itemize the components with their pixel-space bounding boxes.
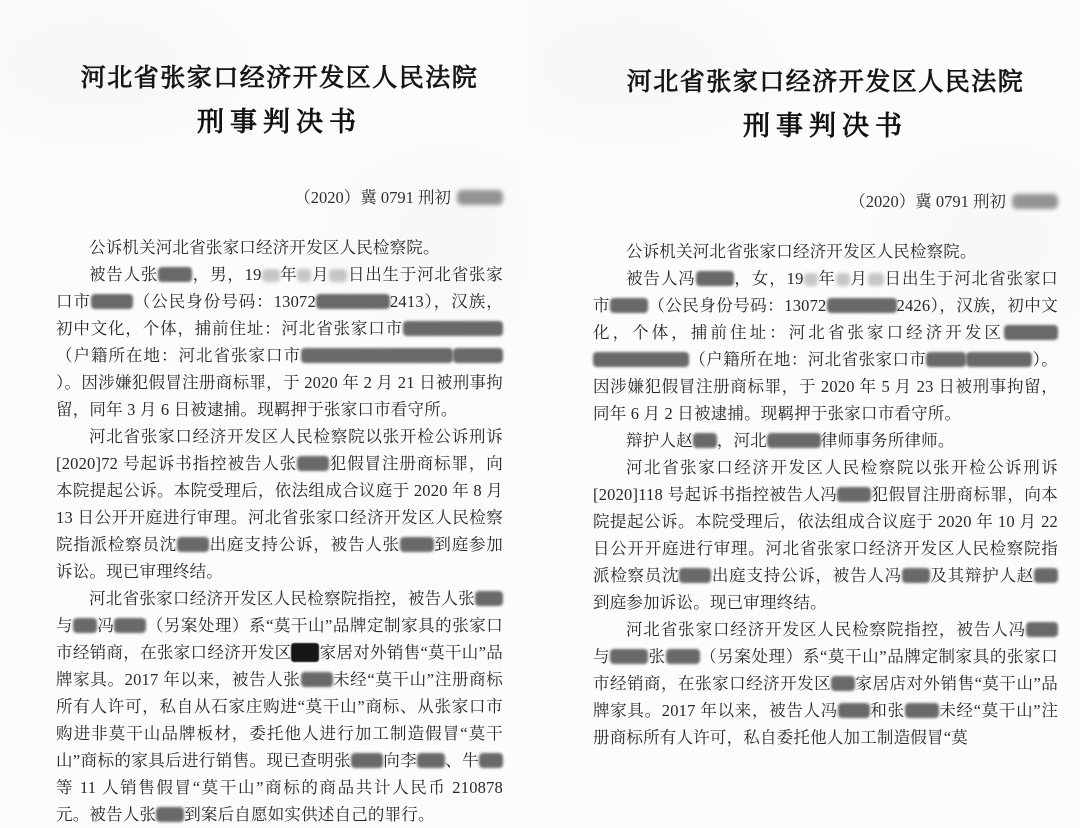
paragraph: 被告人冯 ，女，19 年 月 日出生于河北省张家口市 （公民身份号码：13072 2426），汉族，初中文化，个体，捕前住址：河北省张家口经济开发区（户籍所在地：河北省张家口市 ）。因涉嫌犯假冒注册商标罪，于 2020 年 5 月 23 日被刑事拘留，同年 6 月 2 日被逮捕。现羁押于张家口市看守所。 xyxy=(593,269,1059,423)
redaction-mark xyxy=(403,321,503,336)
document-title: 刑事判决书 xyxy=(743,111,908,141)
redaction-mark xyxy=(329,269,347,282)
redaction-mark xyxy=(966,352,1032,367)
paragraph: 公诉机关河北省张家口经济开发区人民检察院。 xyxy=(89,238,440,257)
document-title: 刑事判决书 xyxy=(197,107,362,137)
redaction-mark xyxy=(767,433,821,448)
redaction-mark xyxy=(679,568,711,583)
redaction-mark xyxy=(693,433,717,448)
redaction-mark xyxy=(902,568,930,583)
judgment-page-left xyxy=(0,0,527,824)
case-number-redaction xyxy=(1012,194,1058,209)
redaction-mark xyxy=(831,676,855,691)
redaction-mark xyxy=(926,352,966,367)
page-content xyxy=(0,0,527,828)
redaction-mark xyxy=(262,269,280,282)
redaction-mark xyxy=(158,267,192,282)
redaction-mark xyxy=(666,649,700,664)
paragraph: 河北省张家口经济开发区人民检察院以张开检公诉刑诉[2020]72 号起诉书指控被告人张 犯假冒注册商标罪，向本院提起公诉。本院受理后，依法组成合议庭于 2020 年 8 月 13 日公开开庭进行审理。河北省张家口经济开发区人民检察院指派检察员沈 出庭支持公诉，被告人张 到庭参加诉讼。现已审理终结。 xyxy=(56,427,504,581)
redaction-mark xyxy=(868,273,884,286)
redaction-mark xyxy=(804,273,818,286)
redaction-mark xyxy=(610,298,648,313)
paragraph: 辩护人赵 ，河北 律师事务所律师。 xyxy=(626,431,955,450)
redaction-mark xyxy=(297,269,311,282)
court-name: 河北省张家口经济开发区人民法院 xyxy=(626,69,1025,96)
redaction-mark xyxy=(827,298,897,313)
redaction-mark xyxy=(453,348,503,363)
redaction-mark xyxy=(297,456,329,471)
redaction-mark xyxy=(301,348,453,363)
judgment-page-right xyxy=(527,0,1080,798)
redaction-mark xyxy=(73,618,97,633)
paragraph: 公诉机关河北省张家口经济开发区人民检察院。 xyxy=(626,242,977,261)
judgment-body xyxy=(56,234,503,828)
redaction-mark xyxy=(696,271,734,286)
redaction-mark xyxy=(301,672,333,687)
redaction-mark xyxy=(905,703,939,718)
paragraph: 河北省张家口经济开发区人民检察院以张开检公诉刑诉[2020]118 号起诉书指控被告人冯 犯假冒注册商标罪，向本院提起公诉。本院受理后，依法组成合议庭于 2020 年 10 月 22 日公开开庭进行审理。河北省张家口经济开发区人民检察院指派检察员沈 出庭支持公诉，被告人冯 及其辩护人赵到庭参加诉讼。现已审理终结。 xyxy=(593,458,1058,612)
case-number-line xyxy=(56,184,503,208)
redaction-mark xyxy=(291,643,319,662)
paragraph: 河北省张家口经济开发区人民检察院指控，被告人张与 冯 （另案处理）系“莫干山”品牌定制家具的张家口市经销商，在张家口经济开发区 家居对外销售“莫干山”品牌家具。2017 年以来，被告人张 未经“莫干山”注册商标所有人许可，私自从石家庄购进“莫干山”商标、从张家口市购进非莫干山品牌板材，委托他人进行加工制造假冒“莫干山”商标的家具后进行销售。现已查明张 向李 、牛等 11 人销售假冒“莫干山”商标的商品共计人民币 210878 元。被告人张 到案后自愿如实供述自己的罪行。 xyxy=(56,589,503,824)
redaction-mark xyxy=(1004,325,1058,340)
redaction-mark xyxy=(593,352,689,367)
case-number-line xyxy=(593,188,1058,212)
redaction-mark xyxy=(91,294,133,309)
redaction-mark xyxy=(479,753,503,768)
redaction-mark xyxy=(1034,568,1058,583)
paragraph: 河北省张家口经济开发区人民检察院指控，被告人冯与 张 （另案处理）系“莫干山”品牌定制家具的张家口市经销商，在张家口经济开发区 家居店对外销售“莫干山”品牌家具。2017 年以来，被告人冯 和张 未经“莫干山”注册商标所有人许可，私自委托他人加工制造假冒“莫 xyxy=(593,620,1059,747)
redaction-mark xyxy=(156,807,184,822)
redaction-mark xyxy=(351,753,383,768)
redaction-mark xyxy=(400,537,434,552)
case-number-redaction xyxy=(457,190,503,205)
redaction-mark xyxy=(610,649,648,664)
redaction-mark xyxy=(1026,622,1058,637)
redaction-mark xyxy=(837,487,871,502)
redaction-mark xyxy=(177,537,209,552)
court-name: 河北省张家口经济开发区人民法院 xyxy=(80,65,479,92)
redaction-mark xyxy=(417,753,445,768)
redaction-mark xyxy=(836,273,850,286)
case-number: （2020）冀 0791 刑初 xyxy=(849,192,1006,211)
redaction-mark xyxy=(316,294,390,309)
redaction-mark xyxy=(114,618,146,633)
judgment-body xyxy=(593,238,1058,751)
case-number: （2020）冀 0791 刑初 xyxy=(294,188,451,207)
redaction-mark xyxy=(475,591,503,606)
paragraph: 被告人张 ，男，19 年 月 日出生于河北省张家口市 （公民身份号码：13072 2413），汉族，初中文化，个体，捕前住址：河北省张家口市（户籍所在地：河北省张家口市）。因涉嫌犯假冒注册商标罪，于 2020 年 2 月 21 日被刑事拘留，同年 3 月 6 日被逮捕。现羁押于张家口市看守所。 xyxy=(56,265,503,419)
page-content xyxy=(527,0,1080,751)
redaction-mark xyxy=(838,703,870,718)
